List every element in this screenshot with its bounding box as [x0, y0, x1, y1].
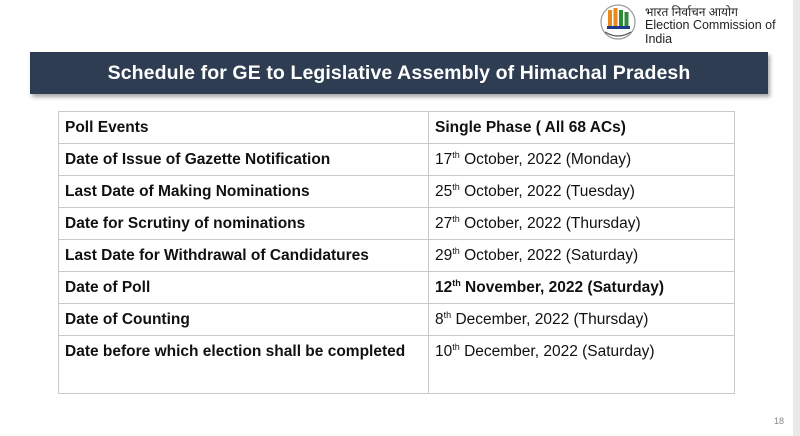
- date-cell: [429, 240, 735, 272]
- date-ordinal: th: [452, 277, 461, 288]
- date-rest: October, 2022 (Monday): [459, 150, 632, 168]
- org-name-english: Election Commission of India: [645, 18, 776, 46]
- date-ordinal: th: [443, 309, 452, 320]
- date-day: 27: [435, 214, 453, 232]
- event-cell: Date of Issue of Gazette Notification: [59, 144, 429, 176]
- event-cell: Last Date of Making Nominations: [59, 176, 429, 208]
- date-day: 25: [435, 182, 453, 200]
- header-single-phase: Single Phase ( All 68 ACs): [429, 112, 735, 144]
- date-cell: [429, 176, 735, 208]
- slide-title: Schedule for GE to Legislative Assembly of Himachal Pradesh: [107, 61, 691, 84]
- event-cell: Date of Poll: [59, 272, 429, 304]
- slide-edge-strip: [793, 0, 800, 436]
- date-rest: October, 2022 (Saturday): [459, 246, 639, 264]
- date-rest: December, 2022 (Thursday): [451, 310, 649, 328]
- date-cell: [429, 336, 735, 394]
- date-rest: October, 2022 (Tuesday): [459, 182, 635, 200]
- org-name-hindi: भारत निर्वाचन आयोग: [645, 5, 738, 19]
- date-rest: November, 2022 (Saturday): [460, 278, 665, 296]
- date-day: 12: [435, 278, 453, 296]
- table-row: [59, 144, 735, 176]
- date-day: 17: [435, 150, 453, 168]
- date-rest: December, 2022 (Saturday): [459, 343, 655, 360]
- table-row: [59, 176, 735, 208]
- date-day: 29: [435, 246, 453, 264]
- table-row: [59, 304, 735, 336]
- date-cell: [429, 144, 735, 176]
- date-ordinal: th: [452, 245, 460, 256]
- schedule-table: [58, 111, 735, 394]
- table-header-row: [59, 112, 735, 144]
- table-row: [59, 208, 735, 240]
- event-cell: Date for Scrutiny of nominations: [59, 208, 429, 240]
- event-cell: Date of Counting: [59, 304, 429, 336]
- date-day: 10: [435, 343, 453, 360]
- date-ordinal: th: [452, 149, 460, 160]
- date-cell: [429, 304, 735, 336]
- page-number: 18: [774, 416, 785, 426]
- event-cell: Last Date for Withdrawal of Candidatures: [59, 240, 429, 272]
- event-cell: Date before which election shall be completed: [59, 336, 429, 394]
- table-row: [59, 272, 735, 304]
- date-day: 8: [435, 310, 444, 328]
- date-ordinal: th: [452, 213, 460, 224]
- date-cell: [429, 208, 735, 240]
- table-row: [59, 336, 735, 394]
- title-banner: [30, 52, 768, 94]
- date-ordinal: th: [452, 341, 460, 352]
- eci-logo-icon: [598, 2, 642, 42]
- header-poll-events: Poll Events: [59, 112, 429, 144]
- table-row: [59, 240, 735, 272]
- date-rest: October, 2022 (Thursday): [459, 214, 641, 232]
- date-cell-highlight: [429, 272, 735, 304]
- date-ordinal: th: [452, 181, 460, 192]
